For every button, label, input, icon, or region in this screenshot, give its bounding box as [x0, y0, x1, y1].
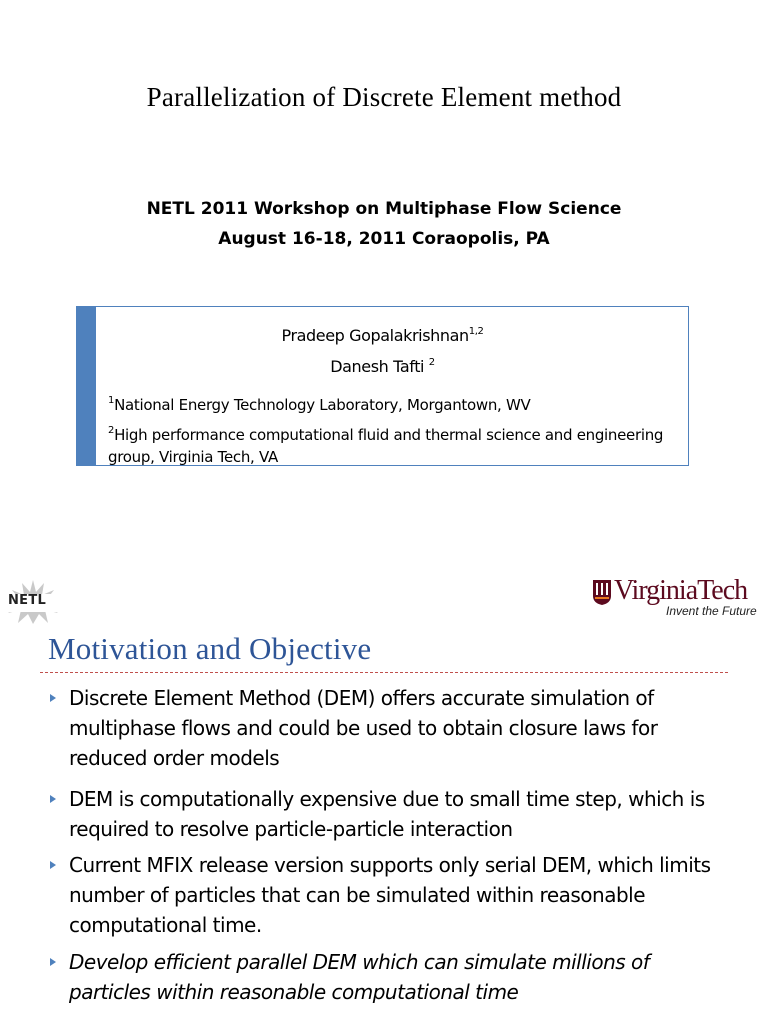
title-divider	[40, 672, 728, 673]
affiliation-1	[108, 390, 678, 416]
bullet-text: DEM is computationally expensive due to small time step, which is required to resolve particle-particle interaction	[69, 787, 705, 841]
virginia-tech-logo	[592, 575, 768, 621]
author-box	[76, 306, 689, 466]
netl-logo	[0, 578, 66, 626]
author-2-name: Danesh Tafti	[330, 357, 429, 376]
motivation-slide	[0, 545, 768, 1024]
slide-title: Parallelization of Discrete Element method	[146, 82, 622, 112]
bullet-text-objective: Develop efficient parallel DEM which can simulate millions of particles within reasonable computational time	[69, 950, 650, 1004]
author-2	[77, 357, 688, 376]
affiliation-2-text: High performance computational fluid and thermal science and engineering group, Virginia Tech, VA	[108, 426, 664, 466]
author-1-name: Pradeep Gopalakrishnan	[281, 326, 469, 345]
affiliation-1-text: National Energy Technology Laboratory, Morgantown, WV	[114, 396, 531, 414]
affiliation-2	[108, 420, 678, 468]
vt-logo-name: VirginiaTech	[614, 575, 748, 606]
bullet-text: Current MFIX release version supports only serial DEM, which limits number of particles that can be simulated within reasonable computational time.	[69, 853, 711, 937]
author-1	[77, 326, 688, 345]
slide-title: Motivation and Objective	[48, 631, 372, 666]
workshop-date-location: August 16-18, 2011 Coraopolis, PA	[218, 229, 550, 249]
bullet-arrow-icon	[50, 958, 56, 966]
vt-shield-icon	[592, 579, 612, 606]
vt-logo-tagline: Invent the Future	[666, 604, 757, 618]
bullet-arrow-icon	[50, 795, 56, 803]
netl-logo-text: NETL	[8, 593, 47, 608]
bullet-arrow-icon	[50, 861, 56, 869]
author-2-sup: 2	[428, 357, 435, 368]
bullet-text: Discrete Element Method (DEM) offers accurate simulation of multiphase flows and could be used to obtain closure laws for reduced order models	[69, 686, 658, 770]
workshop-name: NETL 2011 Workshop on Multiphase Flow Science	[146, 199, 622, 219]
affiliation-1-sup: 1	[108, 395, 115, 406]
author-1-sup: 1,2	[468, 326, 484, 337]
affiliation-2-sup: 2	[108, 425, 115, 436]
bullet-arrow-icon	[50, 694, 56, 702]
